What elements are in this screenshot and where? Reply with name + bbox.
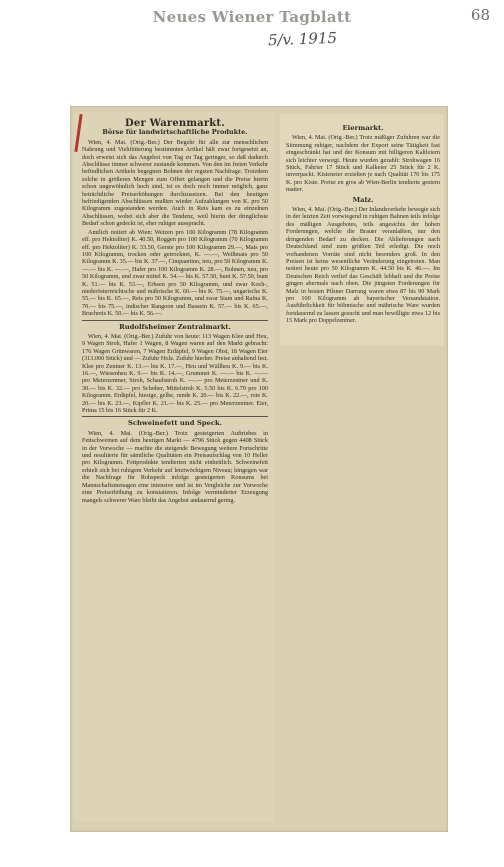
article-subtitle: Börse für landwirtschaftliche Produkte.: [102, 128, 248, 137]
section-title: Rudolfsheimer Zentralmarkt.: [119, 322, 231, 331]
section-divider: [82, 416, 268, 417]
article-paragraph: Wien, 4. Mai. (Orig.-Ber.) Trotz gesteigerten Auftriebes in Fettschweinen auf dem heutigen Markt — 4796 Stück gegen 4408 Stück in der Vorwoche — machte die steigende Bewegung weitere Fortschritte und resultierte für sämtliche Qualitäten ein Preisaufschlag von 10 Heller pro Kilogramm. Fettprodukte tendierten nicht einheitlich. Schweinefett erhielt sich bei ruhigem Verkehr auf letztwöchigem Niveau; hingegen war die Nachfrage für Rohspeck infolge gesteigerten Konsums bei Mannschaftsmenagen eine intensive und ist im Vergleiche zur Vorwoche eine Preiserhöhung zu konstatieren. Infolge verminderter Erzeugung mangels schwerer Ware bleibt das Angebot andauernd gering.: [82, 429, 268, 504]
section-divider: [82, 320, 268, 321]
right-article-column: [286, 122, 440, 326]
article-paragraph: Wien, 4. Mai. (Orig.-Ber.) Trotz mäßiger Zufuhren war die Stimmung ruhiger, nachdem der Export seine Tätigkeit fast eingeschränkt hat und der Konsum mit billigeren Kaltleiern sich leichter versorgt. Heute wurden gezahlt: Strohwagen 16 Stück, Fahrier 17 Stück und Kalkeier 25 Stück für 2 K. unverpackt. Kisteneier erzielten je nach Qualität 170 bis 175 K. pro Kiste. Preise en gros ab Wien-Berlin tendierte gestern matter.: [286, 134, 440, 194]
article-paragraph: Wien, 4. Mai. (Orig.-Ber.) Zufuhr von heute: 113 Wagen Klee und Heu, 9 Wagen Stroh, Hafer 1 Wagen, 8 Wagen waren auf den Markt gebracht: 176 Wagen Grünwaren, 7 Wagen Erdäpfel, 9 Wagen Obst, 18 Wagen Eier (313.000 Stück) und — Zufuhr Holz. Zufuhr hierher. Preise anhaltend fest. Klee pro Zentner K. 13.— bis K. 17.—, Heu und Wällheu K. 9.— bis K. 16.—, Wiesenheu K. 9.— bis K. 14.—, Grummet K. —.— bis K. —.— pro Meterzentner, Stroh, Schaubstroh K. —.— pro Meterzentner und K. 30.— bis K. 32.— pro Schober, Mittelstroh K. 5.50 bis K. 6.70 pro 100 Kilogramm. Erdäpfel, hiesige, gelbe, runde K. 20.— bis K. 22.—, rote K. 20.— bis K. 23.—, Kipfler K. 21.— bis K. 25.— pro Meterzentner. Eier, Prima 15 bis 16 Stück für 2 K.: [82, 332, 268, 415]
article-paragraph: Wien, 4. Mai. (Orig.-Ber.) Der Inlandsverkehr bewegte sich in der letzten Zeit vorwiegend in ruhigen Bahnen teils infolge des mäßigen Ausgebotes, teils angesichts der hohen Forderungen, welche die Brauer veranlaßten, nur den dringenden Bedarf zu decken. Die Ablieferungen nach Deutschland sind zum größten Teil erledigt. Die noch vorhandenen Vorräte sind nicht besonders groß. In den Preisen ist keine wesentliche Veränderung eingetreten. Man notiert heute pro 50 Kilogramm K. 44.50 bis K. 46.—. Im Deutschen Reich verlief das Geschäft lebhaft und die Preise gingen abermals nach oben. Die jüngsten Forderungen für Malz in besten Pilsner Darrung waren etwa 87 bis 90 Mark pro 100 Kilogramm ab bayerischer Versandstation. Ausführlichkeit für böhmische und mährische Ware wurden fortdauernd zu lassen gesucht und man bewilligte etwa 12 bis 15 Mark pro Doppelzentner.: [286, 206, 440, 325]
newspaper-masthead: Neues Wiener Tagblatt: [152, 8, 352, 26]
left-article-column: [82, 118, 268, 505]
section-title: Malz.: [352, 195, 374, 204]
article-paragraph: Amtlich notiert ab Wien: Weizen pro 100 Kilogramm (78 Kilogramm eff. pro Hektoliter) K. 40.50, Roggen pro 100 Kilogramm (70 Kilogramm eff. pro Hektoliter) K. 33.50, Gerste pro 100 Kilogramm 29.—, Mais pro 100 Kilogramm, trocken oder getrocknet, K. —.—, Weißmais pro 50 Kilogramm K. 35.— bis K. 37.—, Cinquantino, neu, pro 50 Kilogramm K. —.— bis K. —.—, Hafer pro 100 Kilogramm K. 28.—, Bohnen, neu, pro 50 Kilogramm, und zwar mittel K. 54.— bis K. 57.50, bunt K. 57.50, bunt K. 51.— bis K. 53.—, Erbsen pro 50 Kilogramm, und zwar Koch-, niederösterreichische und mährische K. 60.— bis K. 75.—, ungarische K. 55.— bis K. 65.—, Reis pro 50 Kilogramm, und zwar Siam und Rafna K. 70.— bis 75.—, indischer Rangoon und Bassein K. 57.— bis K. 65.—, Bruchreis K. 50.— bis K. 56.—.: [82, 228, 268, 318]
page-number: 68: [470, 6, 490, 24]
article-paragraph: Wien, 4. Mai. (Orig.-Ber.) Der Begehr für alle zur menschlichen Nahrung und Viehfütterung bestimmten Artikel hält zwar fortgesetzt an, doch erweist sich das Angebot von Tag zu Tag geringer, so daß dadurch Abschlüsse immer schwerer zustande kommen. Von den im freien Verkehr befindlichen Artikeln begegnen Bohnen der regsten Nachfrage. Trotzdem solche in größeren Mengen zum Offert gelangen und die Preise hierin schon ungewöhnlich hoch sind, ist es doch noch immer möglich, ganz beträchtliche Preiserhöhungen durchzusetzen. Bei den heutigen befriedigenden Abschlüssen mußten wieder Aufzahlungen von K. pro 50 Kilogramm zugestanden werden. Auch in Reis kam es zu einzelnen Abschlüssen, wobei sich aber die Tendenz, weil hierin der dringlichste Bedarf schon gedeckt ist, eher ruhiger ausspracht.: [82, 138, 268, 228]
section-title: Schweinefett und Speck.: [127, 419, 223, 428]
section-title: Eiermarkt.: [342, 124, 384, 132]
article-title: Der Warenmarkt.: [125, 118, 225, 129]
handwritten-date: 5/v. 1915: [267, 28, 338, 50]
